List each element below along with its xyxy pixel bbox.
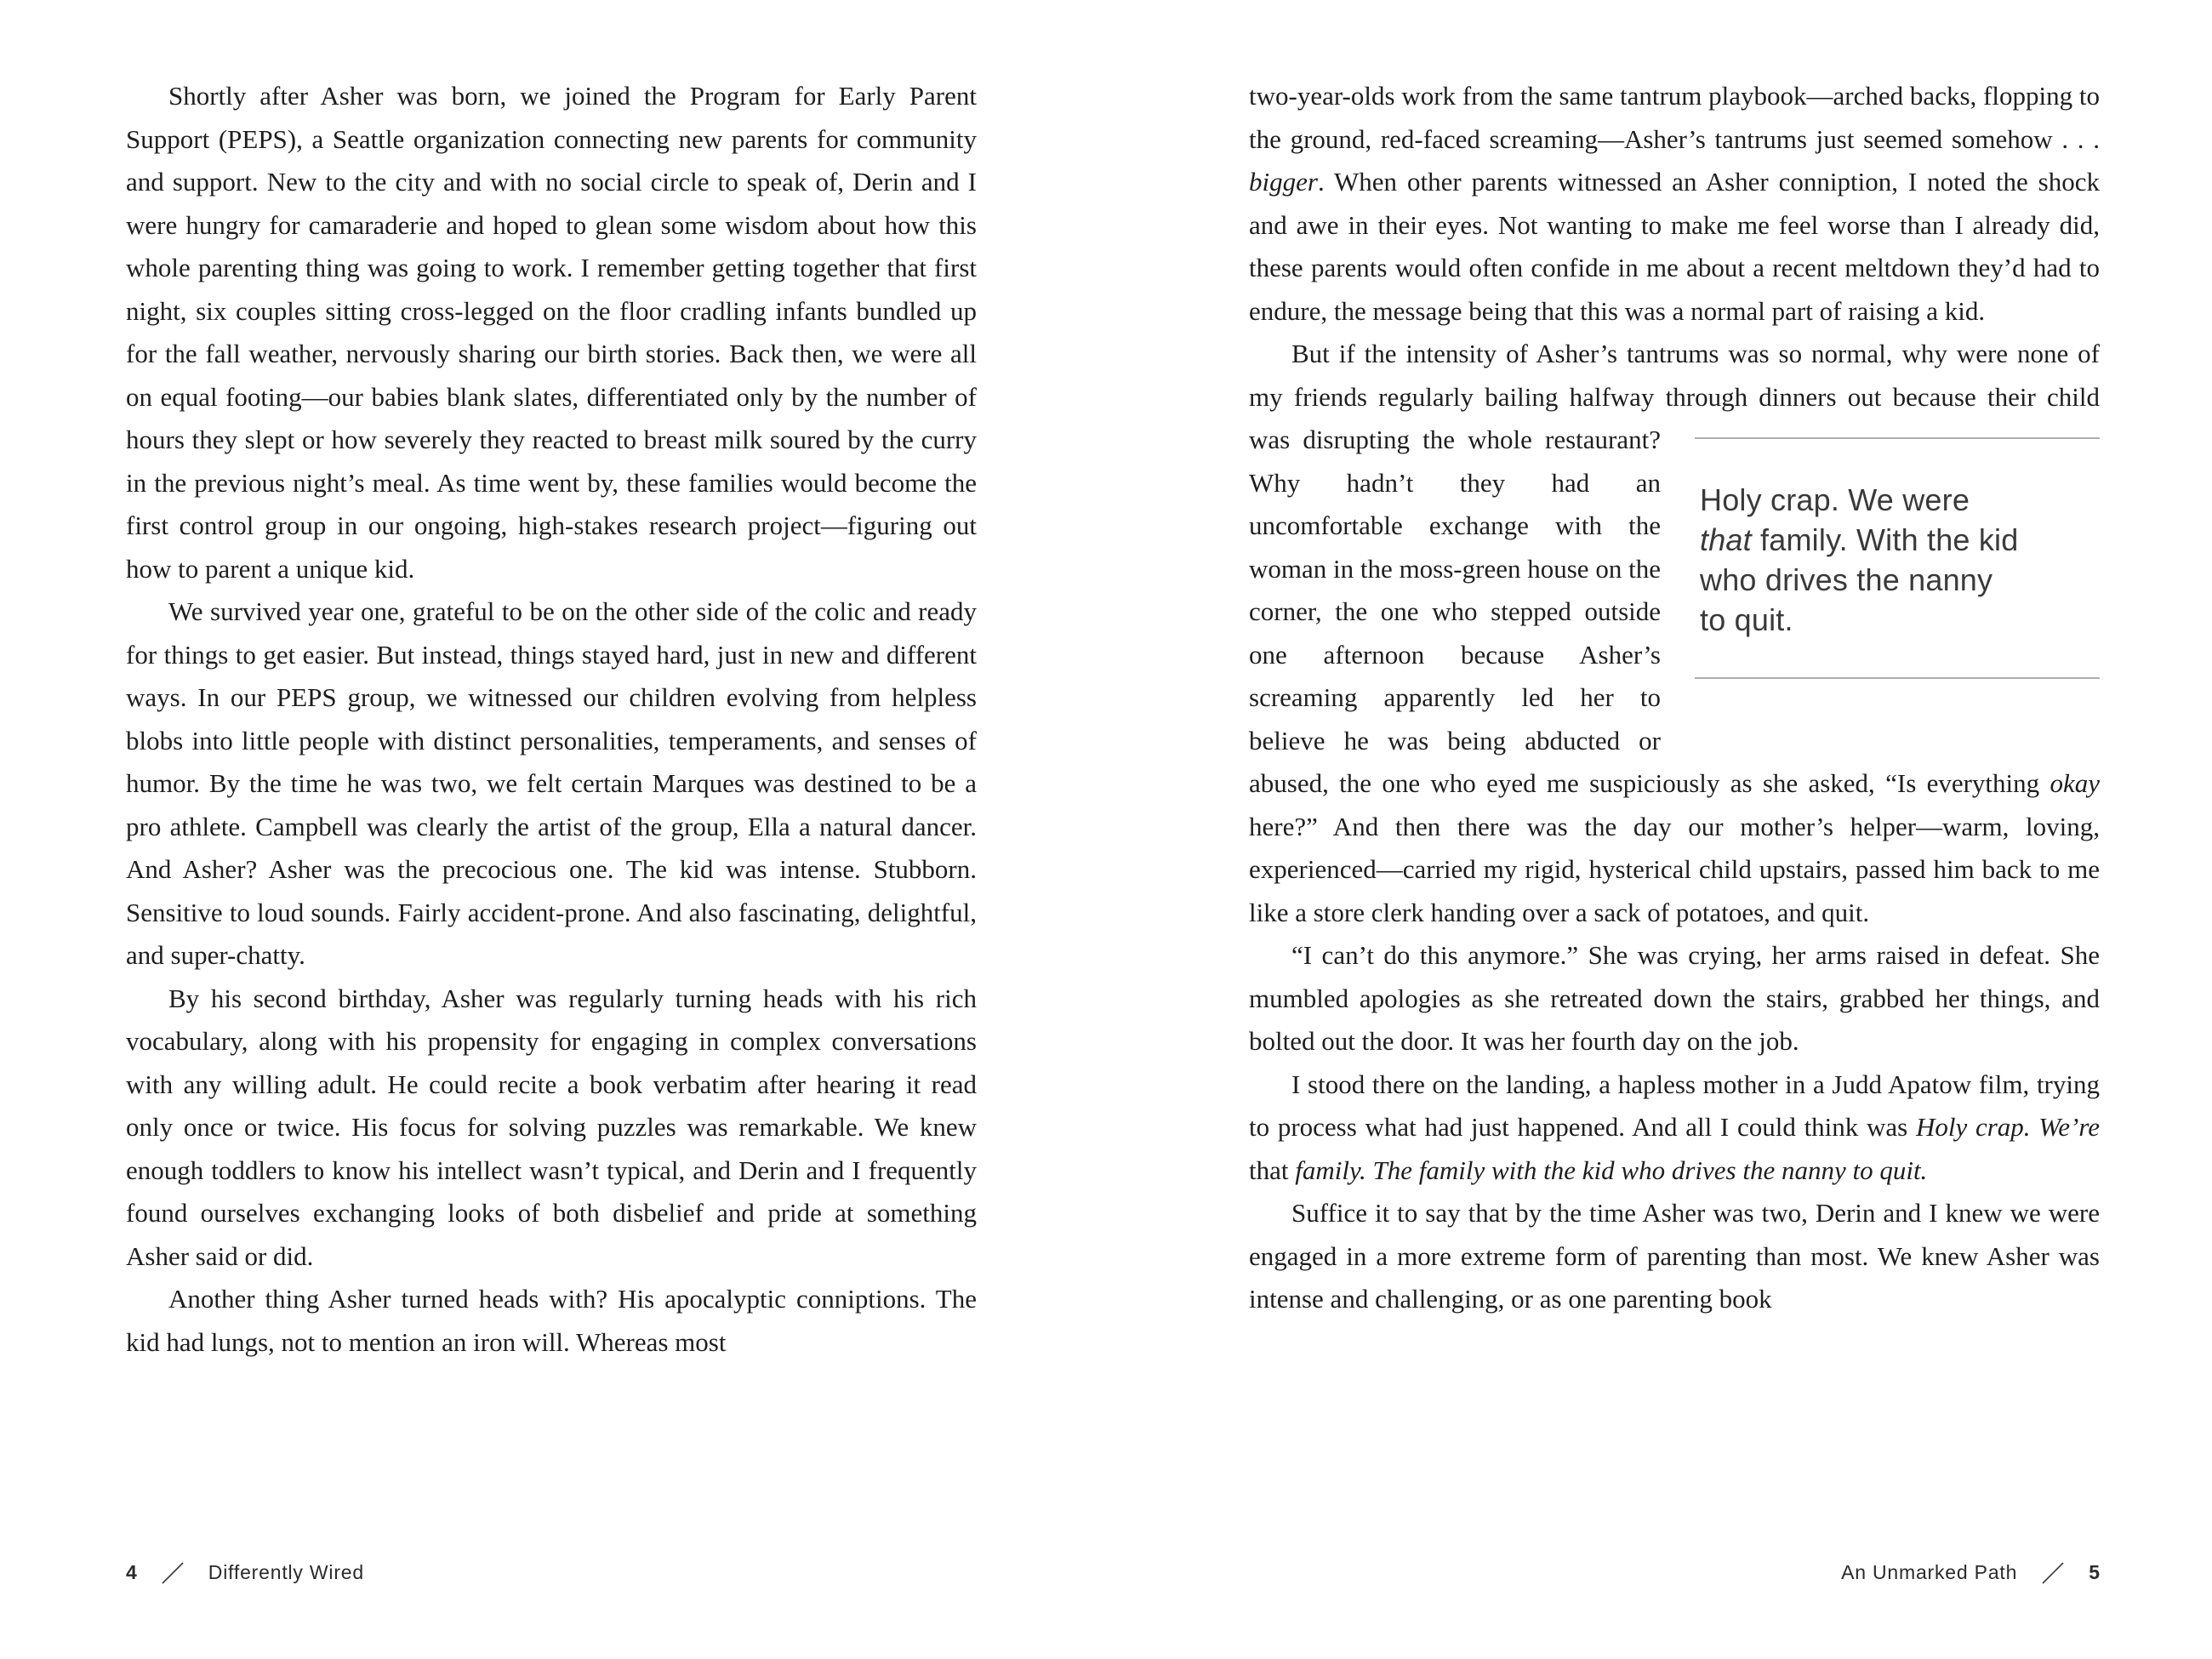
pull-quote-line xyxy=(1700,560,2100,600)
left-page-footer xyxy=(126,1561,364,1584)
page-number: 4 xyxy=(126,1561,137,1583)
text-run: By his second birthday, Asher was regularly turning heads with his rich vocabulary, along with his propensity for engaging in complex conversations with any willing adult. He could recite a book verbatim after hearing it read only once or twice. His focus for solving puzzles was remarkable. We knew enough toddlers to know his intellect wasn’t typical, and Derin and I frequently found ourselves exchanging looks of both disbelief and pride at something Asher said or did. xyxy=(126,983,977,1271)
text-run: “I can’t do this anymore.” She was crying, her arms raised in defeat. She mumbled apologies as she retreated down the stairs, grabbed her things, and bolted out the door. It was her fourth day on the job. xyxy=(1249,940,2100,1056)
right-page-footer xyxy=(1841,1561,2100,1584)
running-head-book-title: Differently Wired xyxy=(208,1561,364,1583)
italic-text-run: bigger xyxy=(1249,167,1318,197)
paragraph xyxy=(1249,75,2100,333)
text-run: Holy crap. We were xyxy=(1700,482,1970,517)
text-run: two-year-olds work from the same tantrum playbook—arched backs, flopping to the ground, red-faced screaming—Asher’s tantrums just seemed somehow . . . xyxy=(1249,81,2100,154)
text-run: Another thing Asher turned heads with? His apocalyptic conniptions. The kid had lungs, not to mention an iron will. Whereas most xyxy=(126,1284,977,1357)
text-run: to quit. xyxy=(1700,602,1793,637)
text-run: family. With the kid xyxy=(1751,522,2019,557)
running-head-chapter-title: An Unmarked Path xyxy=(1841,1561,2018,1583)
text-run: here?” And then there was the day our mother’s helper—warm, loving, experienced—carried my rigid, hysterical child upstairs, passed him back to me like a store clerk handing over a sack of potatoes, and quit. xyxy=(1249,811,2100,927)
text-run: who drives the nanny xyxy=(1700,562,1993,597)
paragraph xyxy=(126,590,977,978)
paragraph xyxy=(126,1278,977,1364)
text-run: But if the intensity of Asher’s tantrums was so normal, why were none of my friends regularly bailing halfway through dinners out xyxy=(1249,339,2100,412)
italic-text-run: that xyxy=(1700,522,1752,557)
pull-quote-line xyxy=(1700,600,2100,640)
pull-quote-line xyxy=(1700,520,2100,560)
pull-quote-line xyxy=(1700,480,2100,520)
footer-slash-icon xyxy=(2041,1562,2065,1584)
text-run: I stood there on the landing, a hapless mother in a Judd Apatow film, trying to process what had just happened. And all I could think was xyxy=(1249,1069,2100,1142)
footer-slash-icon xyxy=(161,1562,185,1584)
paragraph xyxy=(1249,333,2100,934)
italic-text-run: family. The family with the kid who drives the nanny to quit. xyxy=(1288,1154,1928,1185)
pull-quote xyxy=(1695,437,2100,679)
paragraph xyxy=(1249,1192,2100,1321)
italic-text-run: okay xyxy=(2050,768,2100,798)
text-run: because their child was disrupting the whole restaurant? Why hadn’t they had an uncomfortable exchange with the woman in the moss-green house on the corner, the one who stepped outside one afternoon because Asher’s screaming apparently led her to believe he was being abducted or abused, the one who eyed me suspiciously as she asked, “Is everything xyxy=(1249,381,2100,798)
paragraph xyxy=(1249,1063,2100,1193)
right-page-text xyxy=(1249,75,2100,1321)
text-run: Suffice it to say that by the time Asher was two, Derin and I knew we were engaged in a more extreme form of parenting than most. We knew Asher was intense and challenging, or as one parenting book xyxy=(1249,1198,2100,1314)
italic-text-run: Holy crap. We’re xyxy=(1915,1112,2100,1142)
right-page xyxy=(1106,0,2212,1659)
left-page-text xyxy=(126,75,977,1364)
text-run: . When other parents witnessed an Asher conniption, I noted the shock and awe in their eyes. Not wanting to make me feel worse than I already did, these parents would often confide in me about a recent meltdown they’d had to endure, the message being that this was a normal part of raising a kid. xyxy=(1249,167,2100,326)
paragraph xyxy=(126,978,977,1279)
text-run: Shortly after Asher was born, we joined the Program for Early Parent Support (PEPS), a Seattle organization connecting new parents for community and support. New to the city and with no social circle to speak of, Derin and I were hungry for camaraderie and hoped to glean some wisdom about how this whole parenting thing was going to work. I remember getting together that first night, six couples sitting cross-legged on the floor cradling infants bundled up for the fall weather, nervously sharing our birth stories. Back then, we were all on equal footing—our babies blank slates, differentiated only by the number of hours they slept or how severely they reacted to breast milk soured by the curry in the previous night’s meal. As time went by, these families would become the first control group in our ongoing, high-stakes research project—figuring out how to parent a unique kid. xyxy=(126,81,977,584)
paragraph xyxy=(126,75,977,590)
text-run: We survived year one, grateful to be on the other side of the colic and ready for things to get easier. But instead, things stayed hard, just in new and different ways. In our PEPS group, we witnessed our children evolving from helpless blobs into little people with distinct personalities, temperaments, and senses of humor. By the time he was two, we felt certain Marques was destined to be a pro athlete. Campbell was clearly the artist of the group, Ella a natural dancer. And Asher? Asher was the precocious one. The kid was intense. Stubborn. Sensitive to loud sounds. Fairly accident-prone. And also fascinating, delightful, and super-chatty. xyxy=(126,596,977,970)
page-number: 5 xyxy=(2089,1561,2100,1583)
text-run: that xyxy=(1249,1154,1289,1185)
paragraph xyxy=(1249,934,2100,1063)
